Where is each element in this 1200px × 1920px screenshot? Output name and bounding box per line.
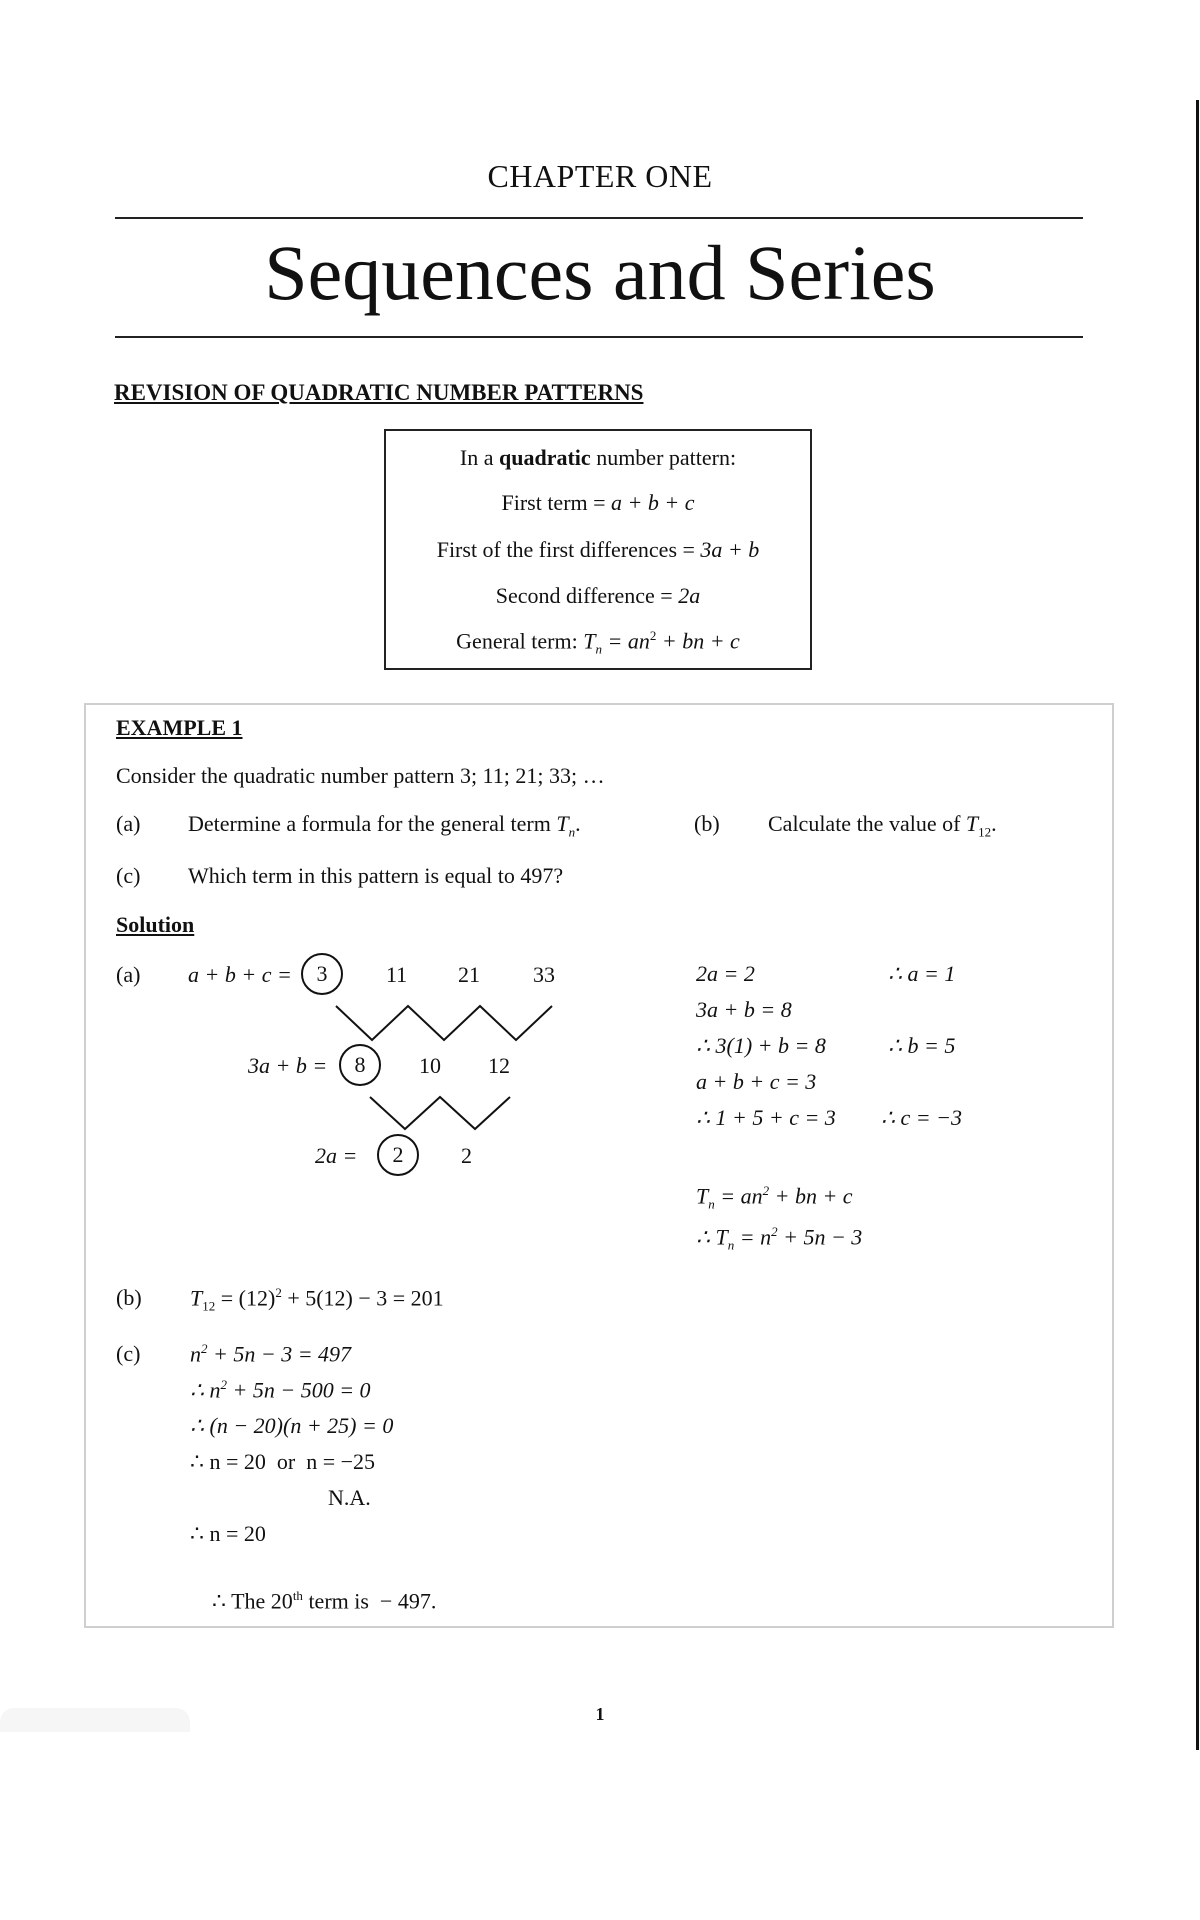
row-second-diff-label: 2a = [315,1143,358,1168]
solution-c-line-2: ∴ $n^2 + 5n - 500 = 0$ [190,1377,371,1403]
row-terms-label: a + b + c = [188,962,292,987]
equation-left: ∴ 1 + 5 + c = 3 [696,1105,836,1130]
circled-second-difference: 2 [377,1134,419,1176]
row-first-diff-label: 3a + b = [248,1053,328,1078]
solution-a-label: (a) [116,962,141,987]
term-value: 21 [458,962,480,987]
equation-left: 3a + b = 8 [696,997,792,1022]
example-statement: Consider the quadratic number pattern 3; 11; 21; 33; … [116,763,605,788]
section-heading: REVISION OF QUADRATIC NUMBER PATTERNS [114,380,644,405]
question-c-label: (c) [116,863,141,888]
formula-box [384,429,812,670]
solution-c-not-applicable: N.A. [328,1485,371,1510]
formula-general-term: General term: $T_n = an^2$ + bn + c [456,628,740,657]
question-a-label: (a) [116,811,141,836]
equation-result: ∴ b = 5 [888,1033,956,1058]
equation-result: ∴ c = −3 [881,1105,962,1130]
term-value: 33 [533,962,555,987]
page-title: Sequences and Series [264,229,936,316]
solution-c-label: (c) [116,1341,141,1366]
title-rule-bottom [115,336,1083,338]
solution-c-line-4: ∴ n = 20 or n = −25 [190,1449,376,1474]
formula-second-difference: Second difference = 2a [495,583,701,608]
term-value: 11 [386,962,408,987]
question-a-text: Determine a formula for the general term $T_n$. [188,811,581,840]
first-difference-value: 10 [419,1053,441,1078]
second-difference-value: 2 [461,1143,472,1168]
equation-left: a + b + c = 3 [696,1069,817,1094]
formula-first-term: First term = a + b + c [501,490,695,515]
first-difference-connectors [336,1002,626,1044]
circled-first-term: 3 [301,953,343,995]
page-number: 1 [595,1704,605,1724]
solution-b-label: (b) [116,1285,142,1310]
solution-c-conclusion: ∴ The 20th term is − 497. [212,1588,437,1614]
solution-c-line-1: $n^2 + 5n - 3 = 497$ [190,1341,352,1367]
example-box [84,703,1114,1628]
question-c-text: Which term in this pattern is equal to 497? [188,863,564,888]
chapter-label: CHAPTER ONE [487,158,713,194]
question-b-label: (b) [694,811,720,836]
solution-c-line-3: ∴ (n − 20)(n + 25) = 0 [190,1413,394,1438]
second-difference-connectors [370,1093,520,1135]
solution-b-working: $T_{12} = (12)^2 + 5(12) - 3 = 201$ [190,1285,444,1314]
question-b-text: Calculate the value of $T_{12}$. [768,811,997,840]
example-heading: EXAMPLE 1 [116,715,243,740]
equation-left: 2a = 2 [696,961,755,986]
general-term-formula: $T_n = an^2$ + bn + c [696,1183,853,1212]
solution-c-line-6: ∴ n = 20 [190,1521,266,1546]
title-rule-top [115,217,1083,219]
solution-heading: Solution [116,912,195,937]
first-difference-value: 12 [488,1053,510,1078]
formula-first-difference: First of the first differences = 3a + b [436,537,760,562]
general-term-answer: ∴ $T_n = n^2 + 5n - 3$ [696,1224,863,1253]
equation-left: ∴ 3(1) + b = 8 [696,1033,826,1058]
formula-box-intro: In a quadratic number pattern: [459,445,737,470]
page-edge-rule [1196,100,1199,1750]
equation-result: ∴ a = 1 [888,961,956,986]
circled-first-difference: 8 [339,1044,381,1086]
